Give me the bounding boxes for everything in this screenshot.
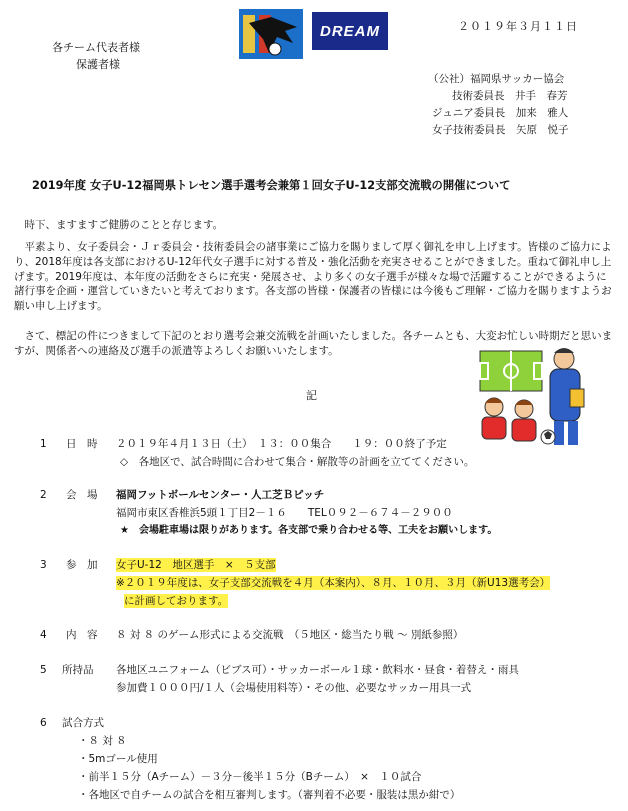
item-number: 1 <box>40 438 47 450</box>
addressee-teams: 各チーム代表者様 <box>52 41 140 54</box>
dream-logo <box>312 12 388 50</box>
item-value: 参加費１０００円/１人（会場使用料等）・その他、必要なサッカー用具一式 <box>116 682 472 694</box>
item-value: 女子U-12 地区選手 × ５支部 <box>116 559 276 571</box>
addressee-guardians: 保護者様 <box>76 58 120 71</box>
item-label: 会 場 <box>66 489 98 501</box>
item-label: 内 容 <box>66 629 98 641</box>
ki-mark: 記 <box>306 389 317 402</box>
document-date: ２０１９年３月１１日 <box>458 20 578 33</box>
soccer-coach-icon <box>478 345 590 449</box>
item-value: 福岡フットボールセンター・人工芝Ｂピッチ <box>116 489 325 501</box>
item-number: 6 <box>40 717 47 729</box>
item-number: 4 <box>40 629 47 641</box>
bird-emblem-icon <box>239 9 303 59</box>
sender-line: ジュニア委員長 加来 雅人 <box>432 107 569 119</box>
item-value: 福岡市東区香椎浜5頭１丁目2－１６ TEL０９２－６７４－２９００ <box>116 507 453 519</box>
item-label: 参 加 <box>66 559 98 571</box>
item-label: 所持品 <box>62 664 94 676</box>
item-note: ◇ 各地区で、試合時間に合わせて集合・解散等の計画を立ててください。 <box>120 456 475 468</box>
item-label: 日 時 <box>66 438 98 450</box>
item-number: 2 <box>40 489 47 501</box>
dream-logo-text: DREAM <box>320 22 380 40</box>
item-note: ★ 会場駐車場は限りがあります。各支部で乗り合わせる等、工夫をお願いします。 <box>120 525 498 536</box>
body-paragraph: 平素より、女子委員会・Ｊｒ委員会・技術委員会の諸事業にご協力を賜りまして厚く御礼を申し上げます。皆様のご協力により、2018年度は各支部におけるU-12年代女子選手に対する普及・強化活動を充実させることができました。重ねて御礼申し上げます。2019年度は、本年度の活動をさらに充実・発展させ、より多くの女子選手が様々な場で活躍することができるように諸行事を企画・運営していきたいと考えております。各支部の皆様・保護者の皆様には今後もご理解・ご協力を賜りますようお願い申し上げます。 <box>14 241 612 313</box>
coach-and-players-illustration <box>478 345 590 449</box>
sender-line: 技術委員長 井手 春芳 <box>452 90 568 102</box>
list-item: ・ 各地区で自チームの試合を相互審判します。（審判着不必要・服装は黒か紺で） <box>78 788 460 802</box>
list-item: ・ ８ 対 ８ <box>78 734 127 748</box>
item-label: 試合方式 <box>62 717 104 729</box>
sender-org: （公社）福岡県サッカー協会 <box>428 73 565 85</box>
body-paragraph: さて、標記の件につきまして下記のとおり選考会兼交流戦を計画いたしました。各チームとも、大変お忙しい時期だと思いますが、関係者への連絡及び選手の派遣等よろしくお願いいたします。 <box>14 330 613 357</box>
document-title: 2019年度 女子U-12福岡県トレセン選手選考会兼第１回女子U-12支部交流戦の開催について <box>32 179 511 192</box>
item-note: に計画しております。 <box>124 595 229 607</box>
item-number: 5 <box>40 664 47 676</box>
item-value: ２０１９年４月１３日（土） １３：００集合 １９：００終了予定 <box>116 438 447 450</box>
association-emblem-logo <box>239 9 303 59</box>
item-note: ※２０１９年度は、女子支部交流戦を４月（本案内）、８月、１０月、３月（新U13選考会） <box>116 577 551 589</box>
list-item: ・ 前半１５分（Aチーム）－３分－後半１５分（Bチーム） × １０試合 <box>78 770 421 784</box>
item-value: ８ 対 ８ のゲーム形式による交流戦 （５地区・総当たり戦 ～ 別紙参照） <box>116 629 464 641</box>
item-value: 各地区ユニフォーム（ビブス可）・サッカーボール１球・飲料水・昼食・着替え・雨具 <box>116 664 519 676</box>
sender-line: 女子技術委員長 矢原 悦子 <box>432 124 569 136</box>
item-number: 3 <box>40 559 47 571</box>
body-paragraph: 時下、ますますご健勝のことと存じます。 <box>14 219 224 231</box>
list-item: ・ 5mゴール使用 <box>78 752 158 766</box>
